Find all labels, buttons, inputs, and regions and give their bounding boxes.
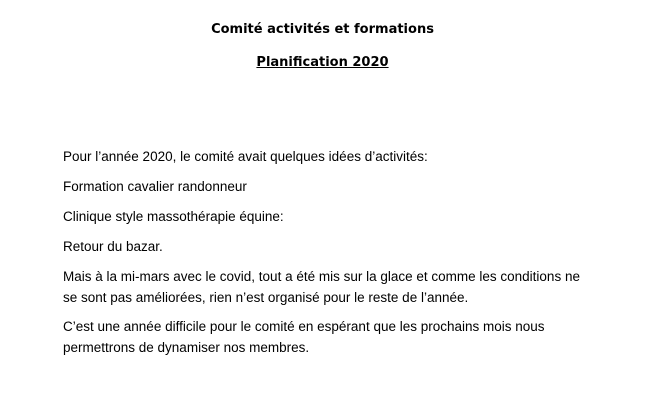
paragraph-covid: Mais à la mi-mars avec le covid, tout a été mis sur la glace et comme les conditions ne se sont pas améliorées, rien n’est organisé pour le reste de l’année. [63, 269, 580, 305]
document-body [63, 146, 583, 366]
document-subtitle: Planification 2020 [256, 55, 389, 70]
paragraph-conclusion: C’est une année difficile pour le comité en espérant que les prochains mois nous permettrons de dynamiser nos membres. [63, 319, 545, 355]
activity-item-formation: Formation cavalier randonneur [63, 179, 247, 194]
activity-item-bazar: Retour du bazar. [63, 239, 163, 254]
document-title: Comité activités et formations [211, 22, 434, 37]
paragraph-intro: Pour l’année 2020, le comité avait quelques idées d’activités: [63, 149, 428, 164]
activity-item-clinique: Clinique style massothérapie équine: [63, 209, 284, 224]
